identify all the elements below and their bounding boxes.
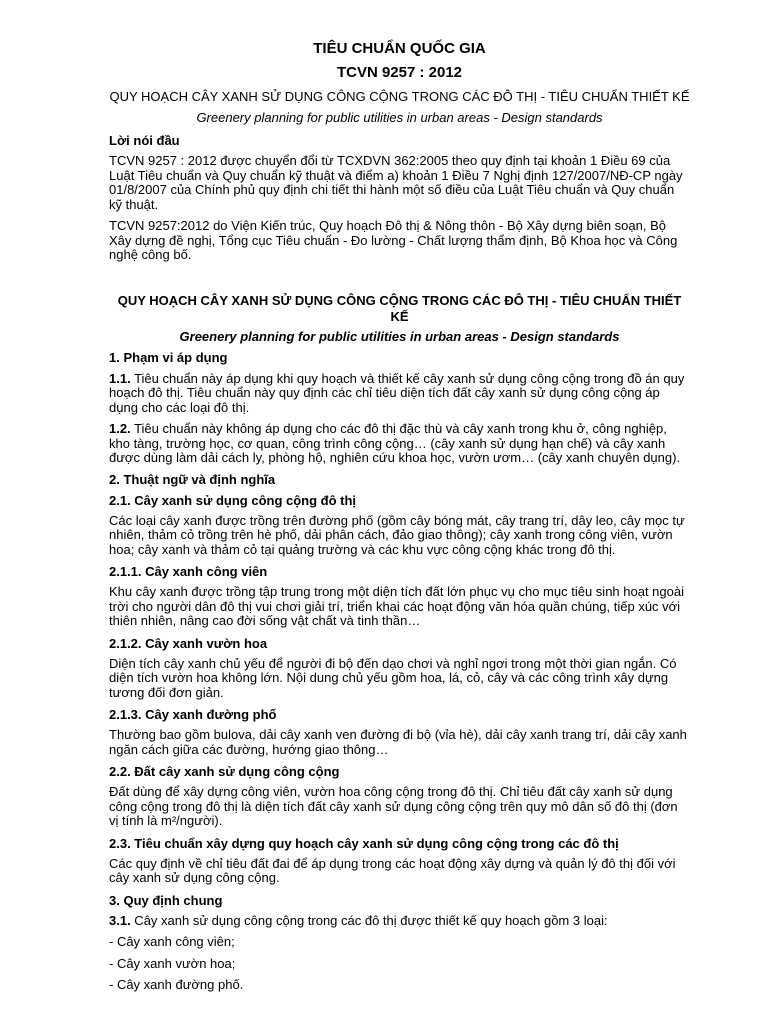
clause-1-1	[109, 372, 690, 416]
heading-terms: 2. Thuật ngữ và định nghĩa	[109, 471, 276, 487]
list-item: - Cây xanh vườn hoa;	[109, 955, 236, 971]
heading-2-3: 2.3. Tiêu chuẩn xây dựng quy hoạch cây xanh sử dụng công cộng trong các đô thị	[109, 835, 619, 851]
paragraph-2-1: Các loại cây xanh được trồng trên đường phố (gồm cây bóng mát, cây trang trí, dây leo, cây mọc tự nhiên, thảm cỏ trồng trên hè phố, dải phân cách, đảo giao thông); cây xanh trong công viên, vườn hoa; cây xanh và thảm cỏ tại quảng trường và các khu vực công cộng khác trong đô thị.	[109, 512, 685, 557]
clause-number: 3.1.	[109, 912, 131, 928]
clause-text: Cây xanh sử dụng công cộng trong các đô thị được thiết kế quy hoạch gồm 3 loại:	[130, 912, 608, 928]
section-title: QUY HOẠCH CÂY XANH SỬ DỤNG CÔNG CỘNG TRONG CÁC ĐÔ THỊ - TIÊU CHUẨN THIẾT KẾ	[117, 292, 682, 324]
paragraph-2-1-3: Thường bao gồm bulova, dải cây xanh ven đường đi bộ (vỉa hè), dải cây xanh trang trí, dải cây xanh ngăn cách giữa các đường, hướng giao thông…	[109, 727, 687, 757]
heading-general-rules: 3. Quy định chung	[109, 892, 223, 908]
foreword-paragraph-2: TCVN 9257:2012 do Viện Kiến trúc, Quy hoạch Đô thị & Nông thôn - Bộ Xây dựng biên soạn, Bộ Xây dựng đề nghị, Tổng cục Tiêu chuẩn - Đo lường - Chất lượng thẩm định, Bộ Khoa học và Công nghệ công bố.	[109, 218, 678, 262]
foreword-paragraph-1: TCVN 9257 : 2012 được chuyển đổi từ TCXDVN 362:2005 theo quy định tại khoản 1 Điều 69 của Luật Tiêu chuẩn và Quy chuẩn kỹ thuật và điểm a) khoản 1 Điều 7 Nghị định 127/2007/NĐ-CP ngày 01/8/2007 của Chính phủ quy định chi tiết thi hành một số điều của Luật Tiêu chuẩn và Quy chuẩn kỹ thuật.	[109, 153, 683, 212]
paragraph-2-1-1: Khu cây xanh được trồng tập trung trong một diện tích đất lớn phục vụ cho mục tiêu sinh hoạt ngoài trời cho người dân đô thị vui chơi giải trí, triển khai các hoạt động văn hóa quần chúng, tiếp xúc với thiên nhiên, nâng cao đời sống vật chất và tinh thần…	[109, 584, 684, 628]
clause-number: 1.2.	[109, 421, 131, 436]
clause-number: 1.1.	[109, 370, 131, 386]
paragraph-2-1-2: Diện tích cây xanh chủ yếu để người đi bộ đến dạo chơi và nghỉ ngơi trong một thời gian ngắn. Có diện tích vườn hoa không lớn. Nội dung chủ yếu gồm hoa, lá, cỏ, cây và các công trình xây dựng tương đối đơn giản.	[109, 655, 677, 700]
heading-scope: 1. Phạm vi áp dụng	[109, 349, 228, 365]
heading-2-1-1: 2.1.1. Cây xanh công viên	[109, 564, 268, 579]
clause-1-2	[109, 422, 690, 466]
clause-3-1	[109, 914, 690, 929]
clause-text: Tiêu chuẩn này áp dụng khi quy hoạch và thiết kế cây xanh sử dụng công cộng trong đồ án quy hoạch đô thị. Tiêu chuẩn này quy định các chỉ tiêu diện tích đất cây xanh sử dụng công cộng áp dụng cho các loại đô thị.	[109, 370, 685, 415]
document-subtitle: QUY HOẠCH CÂY XANH SỬ DỤNG CÔNG CỘNG TRONG CÁC ĐÔ THỊ - TIÊU CHUẨN THIẾT KẾ	[109, 89, 690, 104]
paragraph-2-2: Đất dùng để xây dựng công viên, vườn hoa công cộng trong đô thị. Chỉ tiêu đất cây xanh sử dụng công cộng trong đô thị là diện tích đất cây xanh sử dụng công cộng trên quy mô dân số đô thị (đơn vị tính là m²/người).	[109, 784, 678, 828]
document-header	[109, 40, 690, 126]
list-item: - Cây xanh công viên;	[109, 934, 235, 949]
heading-2-2: 2.2. Đất cây xanh sử dụng công cộng	[109, 764, 340, 779]
foreword-heading: Lời nói đầu	[109, 133, 180, 148]
paragraph-2-3: Các quy định về chỉ tiêu đất đai để áp dụng trong các hoạt động xây dựng và quản lý đô thị đối với cây xanh sử dụng công cộng.	[109, 855, 676, 885]
standard-code: TCVN 9257 : 2012	[336, 64, 463, 81]
heading-2-1: 2.1. Cây xanh sử dụng công cộng đô thị	[109, 492, 357, 508]
document-subtitle-english: Greenery planning for public utilities in urban areas - Design standards	[196, 110, 603, 125]
heading-2-1-3: 2.1.3. Cây xanh đường phố	[109, 707, 277, 722]
document-title: TIÊU CHUẨN QUỐC GIA	[313, 40, 486, 57]
list-item: - Cây xanh đường phố.	[109, 977, 244, 992]
clause-text: Tiêu chuẩn này không áp dụng cho các đô thị đặc thù và cây xanh trong khu ở, công nghiệp, kho tàng, trường học, cơ quan, công trình công cộng… (cây xanh sử dụng hạn chế) và cây xanh được dùng làm dải cách ly, phòng hộ, nghiên cứu khoa học, vườn ươm… (cây xanh chuyên dụng).	[109, 421, 681, 465]
heading-2-1-2: 2.1.2. Cây xanh vườn hoa	[109, 635, 268, 651]
section-title-english: Greenery planning for public utilities in urban areas - Design standards	[179, 328, 620, 344]
